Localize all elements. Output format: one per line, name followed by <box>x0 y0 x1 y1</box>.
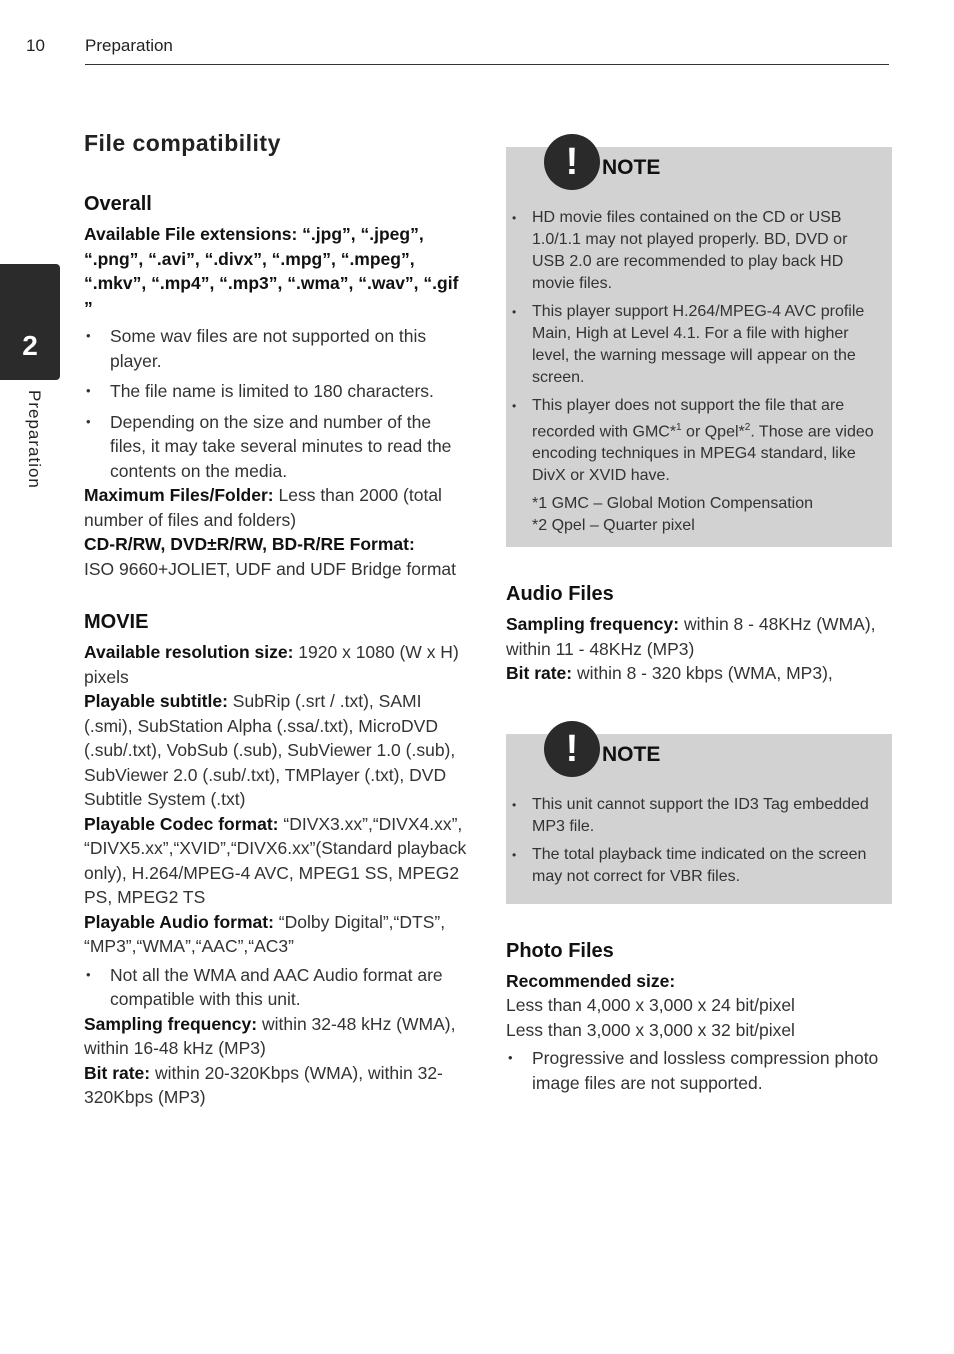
exclamation-icon: ! <box>544 721 600 777</box>
file-extensions: Available File extensions: “.jpg”, “.jpeg”, “.png”, “.avi”, “.divx”, “.mpg”, “.mpeg”, “.mkv”, “.mp4”, “.mp3”, “.wma”, “.wav”, “.gif ” <box>84 224 459 318</box>
chapter-tab <box>0 264 60 380</box>
note-label: NOTE <box>602 742 661 766</box>
photo-files-heading: Photo Files <box>506 939 614 962</box>
header-rule <box>85 64 889 65</box>
overall-heading: Overall <box>84 193 152 215</box>
list-item: • The file name is limited to 180 characters. <box>84 379 468 404</box>
movie-heading: MOVIE <box>84 611 149 633</box>
disc-format-value: ISO 9660+JOLIET, UDF and UDF Bridge format <box>84 558 457 579</box>
chapter-label: Preparation <box>25 390 44 489</box>
movie-resolution: Available resolution size: 1920 x 1080 (W x H) pixels <box>84 642 459 687</box>
page-number: 10 <box>26 36 45 55</box>
left-column <box>84 130 468 1110</box>
page-title: File compatibility <box>84 130 281 156</box>
recommended-size-label: Recommended size: <box>506 970 676 991</box>
list-item: • Not all the WMA and AAC Audio format are compatible with this unit. <box>84 963 468 1012</box>
right-column <box>506 134 892 1101</box>
note-label: NOTE <box>602 156 661 179</box>
list-item: • Depending on the size and number of the files, it may take several minutes to read the contents on the media. <box>84 410 468 484</box>
audio-sampling: Sampling frequency: within 8 - 48KHz (WMA), within 11 - 48KHz (MP3) <box>506 614 876 659</box>
list-item: • This player support H.264/MPEG-4 AVC profile Main, High at Level 4.1. For a file with higher level, the warning message will appear on the screen. <box>532 301 882 389</box>
list-item: • This player does not support the file that are recorded with GMC*$^1$ or Qpel*$^2$. Those are video encoding techniques in MPEG4 standard, like DivX or XVID have. <box>532 395 882 487</box>
note-box <box>506 141 892 547</box>
audio-files-heading: Audio Files <box>506 583 614 606</box>
movie-bullets <box>84 963 468 1012</box>
exclamation-icon: ! <box>544 134 600 190</box>
movie-bitrate: Bit rate: within 20-320Kbps (WMA), within 32-320Kbps (MP3) <box>84 1062 443 1107</box>
footnote: *1 GMC – Global Motion Compensation <box>532 495 814 513</box>
list-item: • Some wav files are not supported on this player. <box>84 324 468 373</box>
movie-codec: Playable Codec format: “DIVX3.xx”,“DIVX4.xx”, “DIVX5.xx”,“XVID”,“DIVX6.xx”(Standard playback only), H.264/MPEG-4 AVC, MPEG1 SS, MPEG2 PS, MPEG2 TS <box>84 813 467 907</box>
note-box <box>506 727 892 904</box>
movie-subtitle: Playable subtitle: SubRip (.srt / .txt), SAMI (.smi), SubStation Alpha (.ssa/.txt), MicroDVD (.sub/.txt), VobSub (.sub), SubViewer 1.0 (.sub), SubViewer 2.0 (.sub/.txt), TMPlayer (.txt), DVD Subtitle System (.txt) <box>84 691 456 809</box>
movie-sampling: Sampling frequency: within 32-48 kHz (WMA), within 16-48 kHz (MP3) <box>84 1013 456 1058</box>
list-item: • This unit cannot support the ID3 Tag embedded MP3 file. <box>532 794 882 838</box>
list-item: • HD movie files contained on the CD or USB 1.0/1.1 may not played properly. BD, DVD or USB 2.0 are recommended to play back HD movie files. <box>532 207 882 295</box>
movie-audio: Playable Audio format: “Dolby Digital”,“DTS”, “MP3”,“WMA”,“AAC”,“AC3” <box>84 911 446 956</box>
audio-bitrate: Bit rate: within 8 - 320 kbps (WMA, MP3), <box>506 663 833 684</box>
disc-format-label: CD-R/RW, DVD±R/RW, BD-R/RE Format: <box>84 534 415 554</box>
photo-size-2: Less than 3,000 x 3,000 x 32 bit/pixel <box>506 1019 795 1040</box>
chapter-number: 2 <box>22 330 38 361</box>
footnote: *2 Qpel – Quarter pixel <box>532 517 695 535</box>
photo-size-1: Less than 4,000 x 3,000 x 24 bit/pixel <box>506 995 795 1016</box>
max-files: Maximum Files/Folder: Less than 2000 (total number of files and folders) <box>84 485 442 530</box>
overall-bullets <box>84 324 468 483</box>
running-header: Preparation <box>85 36 173 55</box>
photo-bullets <box>506 1046 892 1095</box>
list-item: • The total playback time indicated on the screen may not correct for VBR files. <box>532 844 882 888</box>
list-item: • Progressive and lossless compression photo image files are not supported. <box>506 1046 892 1095</box>
